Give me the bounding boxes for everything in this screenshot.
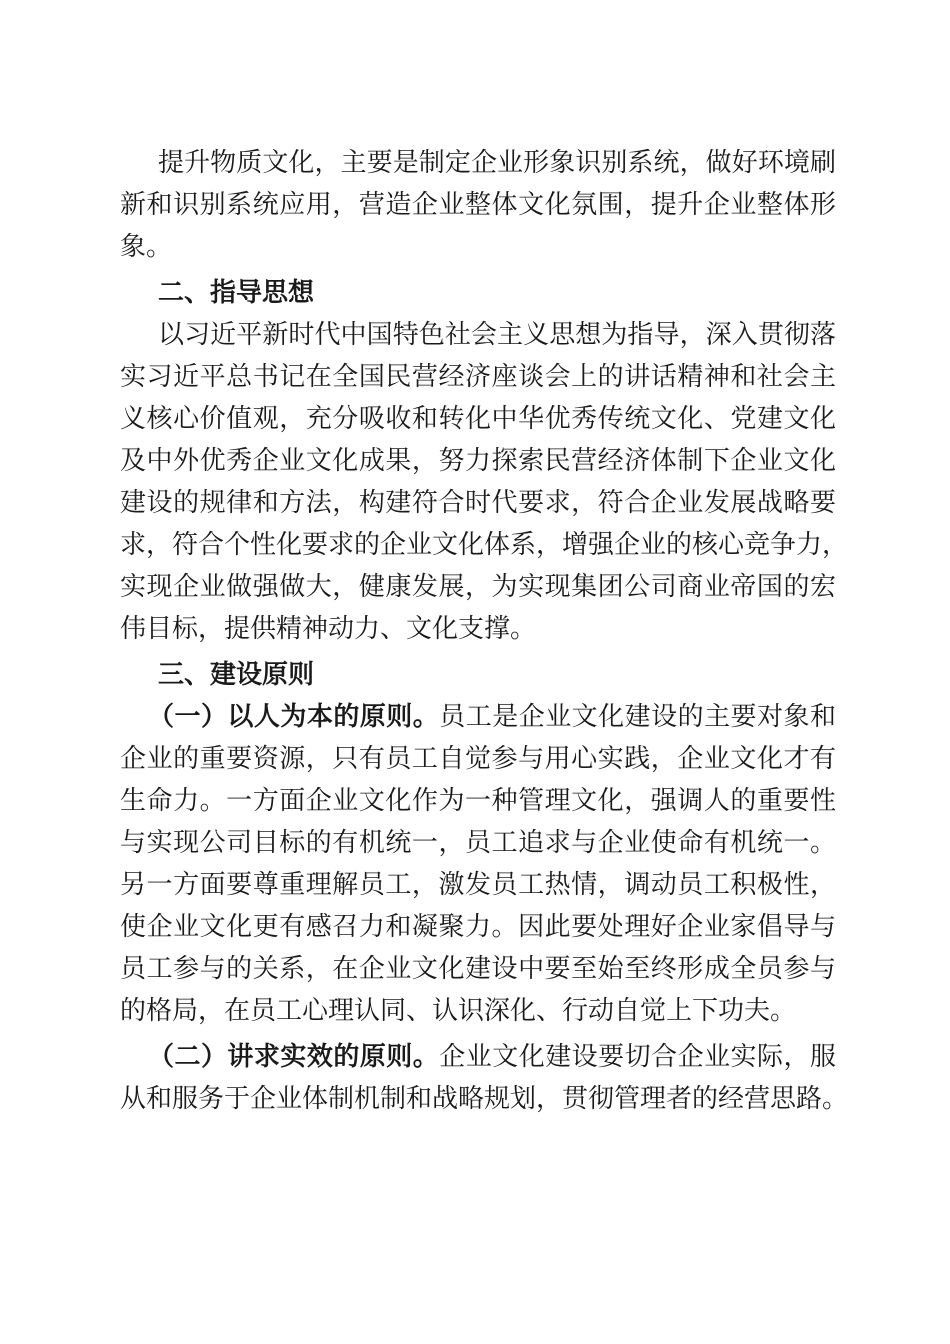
paragraph-line: 另一方面要尊重理解员工，激发员工热情，调动员工积极性， xyxy=(120,870,836,900)
paragraph-line xyxy=(120,1036,836,1078)
paragraph-line: 企业的重要资源，只有员工自觉参与用心实践，企业文化才有 xyxy=(120,744,836,774)
paragraph-line: 与实现公司目标的有机统一，员工追求与企业使命有机统一。 xyxy=(120,828,836,858)
paragraph-line xyxy=(120,696,836,738)
principle-text: 员工是企业文化建设的主要对象和 xyxy=(439,702,836,732)
section-heading-construction-principles: 三、建设原则 xyxy=(158,660,315,690)
document-page xyxy=(120,142,849,1120)
principle-title: （二）讲求实效的原则。 xyxy=(148,1042,440,1072)
paragraph-line: 及中外优秀企业文化成果，努力探索民营经济体制下企业文化 xyxy=(120,446,836,476)
paragraph-line: 员工参与的关系，在企业文化建设中要至始至终形成全员参与 xyxy=(120,954,836,984)
paragraph-line: 以习近平新时代中国特色社会主义思想为指导，深入贯彻落 xyxy=(158,320,836,350)
paragraph-principle-practical-results xyxy=(120,1036,849,1120)
paragraph-line: 义核心价值观，充分吸收和转化中华优秀传统文化、党建文化 xyxy=(120,404,836,434)
paragraph-line: 实习近平总书记在全国民营经济座谈会上的讲话精神和社会主 xyxy=(120,362,836,392)
paragraph-line: 提升物质文化，主要是制定企业形象识别系统，做好环境刷 xyxy=(158,148,836,178)
paragraph-material-culture xyxy=(120,142,836,268)
paragraph-line: 伟目标，提供精神动力、文化支撑。 xyxy=(120,614,537,644)
paragraph-line: 建设的规律和方法，构建符合时代要求，符合企业发展战略要 xyxy=(120,488,836,518)
paragraph-line: 的格局，在员工心理认同、认识深化、行动自觉上下功夫。 xyxy=(120,996,797,1026)
paragraph-line: 新和识别系统应用，营造企业整体文化氛围，提升企业整体形 xyxy=(120,190,836,220)
paragraph-line: 从和服务于企业体制机制和战略规划，贯彻管理者的经营思路。 xyxy=(120,1084,849,1114)
paragraph-line: 使企业文化更有感召力和凝聚力。因此要处理好企业家倡导与 xyxy=(120,912,836,942)
paragraph-line: 象。 xyxy=(120,232,173,262)
principle-title: （一）以人为本的原则。 xyxy=(148,702,440,732)
paragraph-line: 实现企业做强做大，健康发展，为实现集团公司商业帝国的宏 xyxy=(120,572,836,602)
paragraph-line: 求，符合个性化要求的企业文化体系，增强企业的核心竞争力， xyxy=(120,530,849,560)
principle-text: 企业文化建设要切合企业实际，服 xyxy=(439,1042,836,1072)
paragraph-line: 生命力。一方面企业文化作为一种管理文化，强调人的重要性 xyxy=(120,786,836,816)
section-heading-guiding-ideology: 二、指导思想 xyxy=(158,278,315,308)
paragraph-principle-people-oriented xyxy=(120,696,836,1032)
paragraph-guiding-ideology xyxy=(120,314,849,650)
